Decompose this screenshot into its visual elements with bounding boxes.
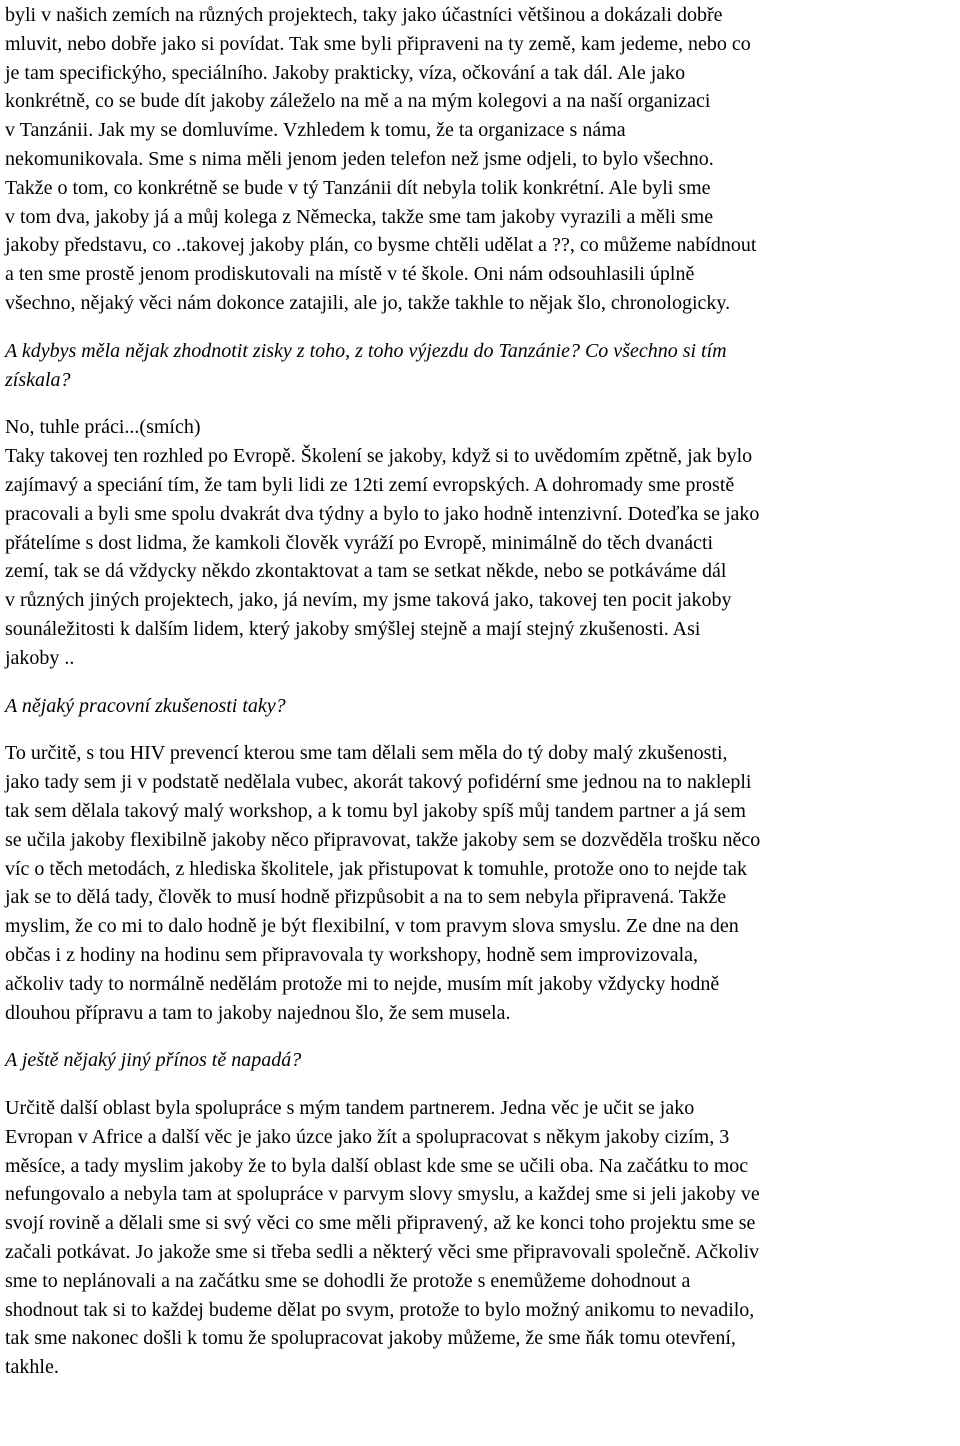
interview-question-1: A kdybys měla nějak zhodnotit zisky z toho, z toho výjezdu do Tanzánie? Co všechno si tím získala?	[5, 339, 727, 391]
answer-paragraph-4: To určitě, s tou HIV prevencí kterou sme tam dělali sem měla do tý doby malý zkušenosti, jako tady sem ji v podstatě nedělala vubec, akorát takový pofidérní sme jednou na to naklepli tak sem dělala takový malý workshop, a k tomu byl jakoby spíš můj tandem partner a já sem se učila jakoby flexibilně jakoby něco připravovat, takže jakoby sem se dozvěděla trošku něco víc o těch metodách, z hlediska školitele, jak přistupovat k tomuhle, protože ono to nejde tak jak se to dělá tady, člověk to musí hodně přizpůsobit a na to sem nebyla připravená. Takže myslim, že co mi to dalo hodně je být flexibilní, v tom pravym slova smyslu. Ze dne na den občas i z hodiny na hodinu sem připravovala ty workshopy, hodně sem improvizovala, ačkoliv tady to normálně nedělám protože mi to nejde, musím mít jakoby vždycky hodně dlouhou přípravu a tam to jakoby najednou šlo, že sem musela.	[5, 742, 761, 1024]
answer-paragraph-2: No, tuhle práci...(smích)	[5, 416, 201, 439]
interview-question-3: A ještě nějaký jiný přínos tě napadá?	[5, 1049, 302, 1072]
document-body	[5, 0, 957, 1401]
answer-paragraph-1: byli v našich zemích na různých projektech, taky jako účastníci většinou a dokázali dobře mluvit, nebo dobře jako si povídat. Tak sme byli připraveni na ty země, kam jedeme, nebo co je tam specifickýho, speciálního. Jakoby prakticky, víza, očkování a tak dál. Ale jako konkrétně, co se bude dít jakoby záleželo na mě a na mým kolegovi a na naší organizaci v Tanzánii. Jak my se domluvíme. Vzhledem k tomu, že ta organizace s náma nekomunikovala. Sme s nima měli jenom jeden telefon než jsme odjeli, to bylo všechno. Takže o tom, co konkrétně se bude v tý Tanzánii dít nebyla tolik konkrétní. Ale byli sme v tom dva, jakoby já a můj kolega z Německa, takže sme tam jakoby vyrazili a měli sme jakoby představu, co ..takovej jakoby plán, co bysme chtěli udělat a ??, co můžeme nabídnout a ten sme prostě jenom prodiskutovali na místě v té škole. Oni nám odsouhlasili úplně všechno, nějaký věci nám dokonce zatajili, ale jo, takže takhle to nějak šlo, chronologicky.	[5, 4, 757, 314]
answer-paragraph-5: Určitě další oblast byla spolupráce s mým tandem partnerem. Jedna věc je učit se jako Evropan v Africe a další věc je jako úzce jako žít a spolupracovat s někym jakoby cizím, 3 měsíce, a tady myslim jakoby že to byla další oblast kde sme se učili oba. Na začátku to moc nefungovalo a nebyla tam at spolupráce v parvym slovy smyslu, a každej sme si jeli jakoby ve svojí rovině a dělali sme si svý věci co sme měli připravený, až ke konci toho projektu sme se začali potkávat. Jo jakože sme si třeba sedli a některý věci sme připravovali společně. Ačkoliv sme to neplánovali a na začátku sme se dohodli že protože s enemůžeme dohodnout a shodnout tak si to každej budeme dělat po svym, protože to bylo možný anikomu to nevadilo, tak sme nakonec došli k tomu že spolupracovat jakoby můžeme, že sme ňák tomu otevření, takhle.	[5, 1097, 760, 1379]
interview-question-2: A nějaký pracovní zkušenosti taky?	[5, 694, 286, 717]
answer-paragraph-3: Taky takovej ten rozhled po Evropě. Školení se jakoby, když si to uvědomím zpětně, jak bylo zajímavý a speciání tím, že tam byli lidi ze 12ti zemí evropských. A dohromady sme prostě pracovali a byli sme spolu dvakrát dva týdny a bylo to jako hodně intenzivní. Doteďka se jako přátelíme s dost lidma, že kamkoli člověk vyráží po Evropě, minimálně do těch dvanácti zemí, tak se dá vždycky někdo zkontaktovat a tam se setkat někde, nebo se potkáváme dál v různých jiných projektech, jako, já nevím, my jsme taková jako, takovej ten pocit jakoby sounáležitosti k dalším lidem, který jakoby smýšlej stejně a mají stejný zkušenosti. Asi jakoby ..	[5, 445, 760, 669]
